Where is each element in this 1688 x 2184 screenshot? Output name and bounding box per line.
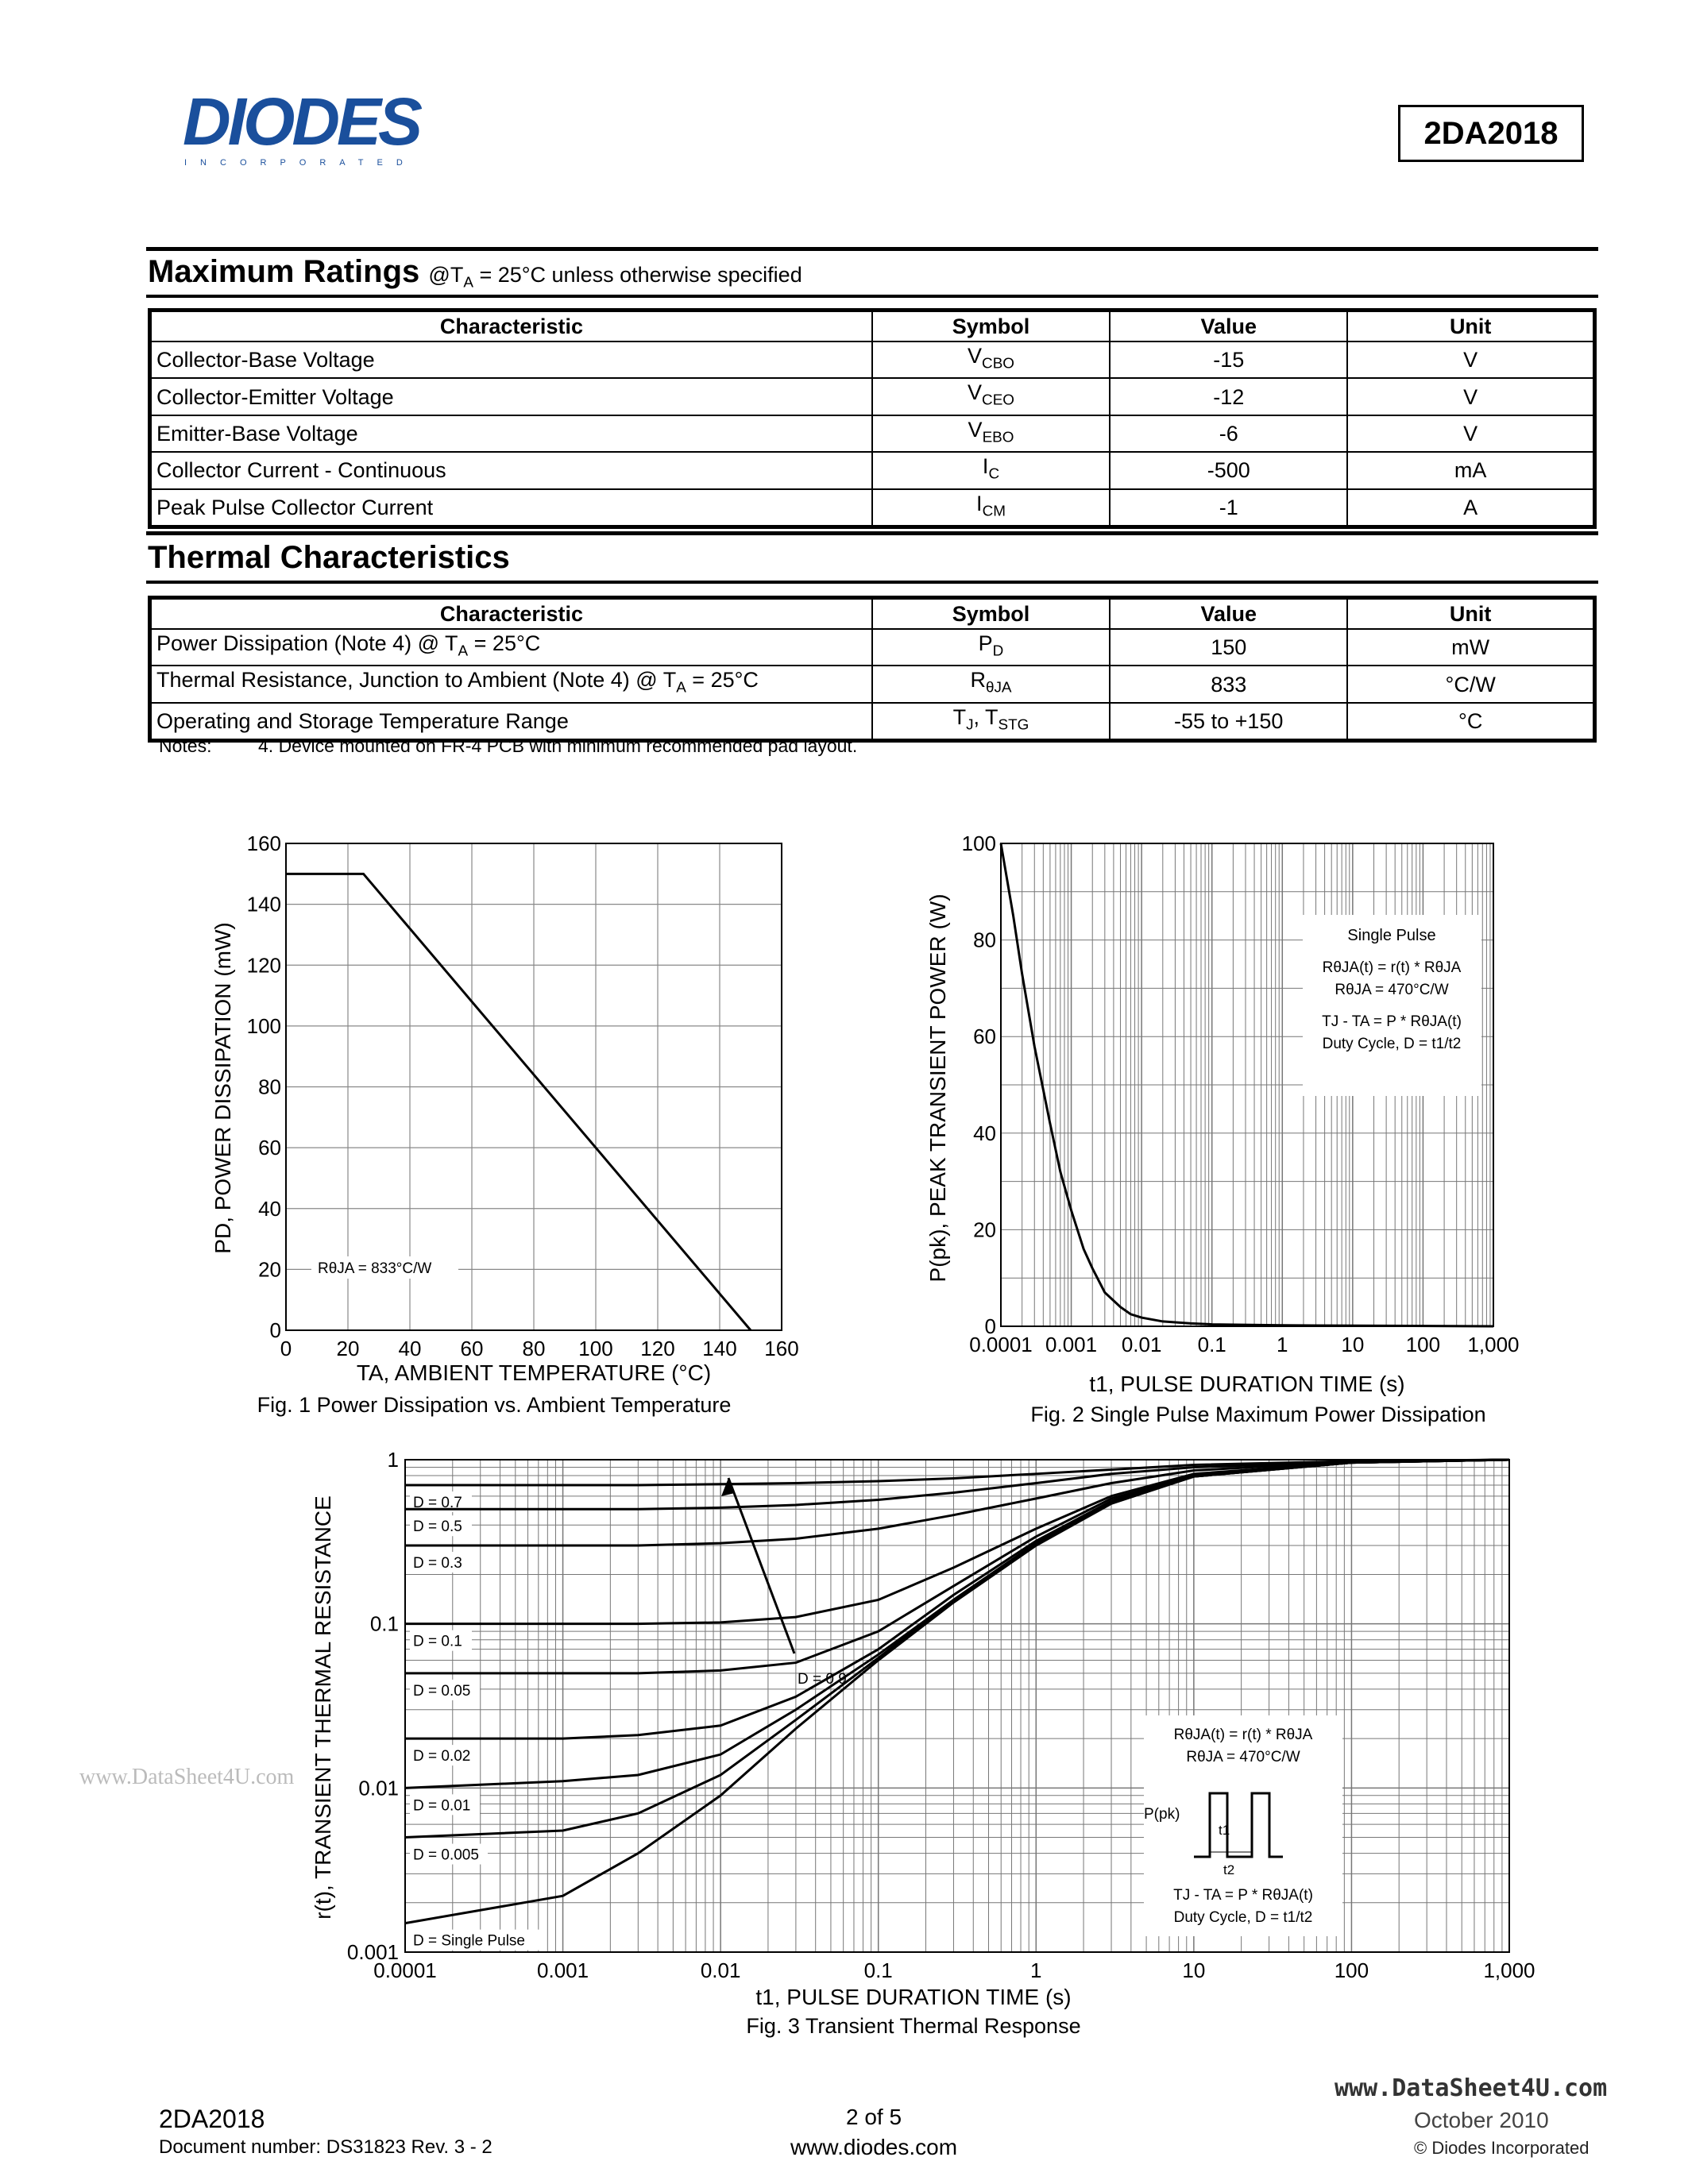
fig2-legend-line: RθJA = 470°C/W	[1335, 982, 1449, 998]
symbol-cell: $V_{CEO}$	[872, 378, 1110, 415]
fig1-xtick-label: 120	[640, 1337, 675, 1360]
fig1-ytick-label: 20	[258, 1257, 281, 1282]
thermal-title: Thermal Characteristics	[148, 540, 510, 575]
max-ratings-subtitle: $@T_A = 25^\circ C$ unless otherwise specified	[428, 263, 802, 291]
fig2-ytick-label: 0	[984, 1314, 996, 1338]
value-cell: -6	[1110, 415, 1347, 452]
fig2-ytick-label: 80	[973, 928, 996, 952]
fig3-xtick-label: 1,000	[1483, 1958, 1535, 1982]
fig1-annotation: RθJA = 833°C/W	[318, 1260, 432, 1277]
fig1-ytick-label: 0	[269, 1318, 281, 1342]
fig1-caption: Fig. 1 Power Dissipation vs. Ambient Temperature	[257, 1393, 732, 1417]
fig2-legend-line: Single Pulse	[1347, 927, 1436, 944]
symbol-cell: $I_C$	[872, 452, 1110, 488]
fig1-xtick-label: 160	[764, 1337, 799, 1360]
col-header: Characteristic	[150, 311, 872, 342]
fig3-d09-label: D = 0.9	[798, 1671, 847, 1688]
footer-date: October 2010	[1414, 2108, 1549, 2132]
fig3-series-label: D = 0.005	[413, 1846, 479, 1864]
col-header: Unit	[1347, 598, 1594, 630]
fig3-series-label: D = 0.02	[413, 1748, 471, 1765]
fig2-caption: Fig. 2 Single Pulse Maximum Power Dissipation	[1030, 1403, 1486, 1426]
value-cell: 150	[1110, 629, 1347, 666]
fig2-chart	[921, 826, 1605, 1445]
max-ratings-table	[148, 308, 1597, 529]
value-cell: -55 to +150	[1110, 703, 1347, 741]
fig1-ytick-label: 140	[246, 892, 281, 916]
unit-cell: V	[1347, 378, 1594, 415]
max-ratings-heading: Maximum Ratings	[148, 254, 420, 289]
footer-website[interactable]: www.diodes.com	[790, 2135, 958, 2159]
table-row	[150, 452, 1595, 488]
characteristic-cell: Collector Current - Continuous	[150, 452, 872, 488]
fig1-ytick-label: 160	[246, 832, 281, 855]
fig3-grid	[405, 1460, 1509, 1952]
symbol-cell: $V_{CBO}$	[872, 341, 1110, 378]
col-header: Unit	[1347, 311, 1594, 342]
fig1-xlabel: TA, AMBIENT TEMPERATURE (°C)	[356, 1360, 712, 1385]
fig2-ytick-label: 60	[973, 1024, 996, 1049]
fig1-ylabel: PD, POWER DISSIPATION (mW)	[211, 922, 235, 1254]
value-cell: -1	[1110, 489, 1347, 527]
note-4: 4. Device mounted on FR-4 PCB with minimum recommended pad layout.	[258, 735, 858, 756]
fig1-xtick-label: 100	[578, 1337, 613, 1360]
table-row	[150, 629, 1595, 666]
fig2-ytick-label: 20	[973, 1217, 996, 1242]
section-rule	[146, 295, 1598, 298]
part-number-box: 2DA2018	[1398, 105, 1584, 162]
logo-wordmark: DIODES	[183, 84, 420, 159]
fig1-ytick-label: 40	[258, 1196, 281, 1221]
fig3-xtick-label: 10	[1182, 1958, 1206, 1982]
section-rule	[146, 531, 1598, 535]
col-header: Characteristic	[150, 598, 872, 630]
col-header: Value	[1110, 598, 1347, 630]
table-row	[150, 341, 1595, 378]
logo-graphic	[183, 84, 469, 175]
unit-cell: A	[1347, 489, 1594, 527]
fig1-ytick-label: 60	[258, 1136, 281, 1160]
table-row	[150, 489, 1595, 527]
fig3-info-t2: t2	[1223, 1862, 1235, 1877]
symbol-cell: $T_J$, $T_{STG}$	[872, 703, 1110, 741]
fig3-plot-frame	[405, 1460, 1509, 1952]
table-row	[150, 415, 1595, 452]
value-cell: -15	[1110, 341, 1347, 378]
thermal-table	[148, 596, 1597, 743]
fig1-xtick-label: 80	[522, 1337, 546, 1360]
characteristic-cell: Peak Pulse Collector Current	[150, 489, 872, 527]
fig3-series-group	[405, 1460, 1509, 1951]
fig2-xtick-label: 0.1	[1197, 1333, 1226, 1356]
fig2-legend-line: RθJA(t) = r(t) * RθJA	[1322, 959, 1462, 976]
fig3-series-label: D = 0.1	[413, 1633, 462, 1650]
unit-cell: °C	[1347, 703, 1594, 741]
table-header-row	[150, 598, 1595, 630]
fig2-xtick-label: 100	[1405, 1333, 1441, 1356]
fig3-xtick-label: 0.001	[537, 1958, 589, 1982]
fig3-series-label: D = 0.01	[413, 1797, 471, 1815]
footer-page: 2 of 5	[845, 2105, 902, 2129]
unit-cell: V	[1347, 341, 1594, 378]
col-header: Symbol	[872, 311, 1110, 342]
fig2-ytick-label: 40	[973, 1121, 996, 1145]
watermark: www.DataSheet4U.com	[79, 1765, 295, 1789]
unit-cell: V	[1347, 415, 1594, 452]
fig3-series-label: D = 0.3	[413, 1555, 462, 1572]
fig3-ytick-label: 1	[387, 1448, 399, 1472]
fig1-tick-labels	[247, 832, 799, 1360]
characteristic-cell: Collector-Emitter Voltage	[150, 378, 872, 415]
col-header: Value	[1110, 311, 1347, 342]
fig2-xtick-label: 0.0001	[969, 1333, 1033, 1356]
value-cell: -500	[1110, 452, 1347, 488]
fig3-ytick-label: 0.01	[358, 1776, 399, 1800]
table-row	[150, 666, 1595, 702]
fig3-xtick-label: 0.1	[863, 1958, 893, 1982]
footer-part: 2DA2018	[159, 2105, 265, 2133]
symbol-cell: $R_{\theta JA}$	[872, 666, 1110, 702]
fig3-info-line: Duty Cycle, D = t1/t2	[1173, 1909, 1313, 1926]
notes	[159, 735, 857, 757]
fig3-info-line: RθJA = 470°C/W	[1186, 1749, 1300, 1765]
fig2-xtick-label: 1	[1277, 1333, 1288, 1356]
fig1-xtick-label: 140	[702, 1337, 737, 1360]
fig3-xtick-label: 0.01	[700, 1958, 741, 1982]
col-header: Symbol	[872, 598, 1110, 630]
section-rule	[146, 247, 1598, 251]
symbol-cell: $V_{EBO}$	[872, 415, 1110, 452]
fig3-chart	[302, 1445, 1535, 2065]
value-cell: -12	[1110, 378, 1347, 415]
value-cell: 833	[1110, 666, 1347, 702]
fig2-legend-line: TJ - TA = P * RθJA(t)	[1322, 1013, 1462, 1030]
characteristic-cell: Collector-Base Voltage	[150, 341, 872, 378]
footer-site2[interactable]: www.DataSheet4U.com	[1335, 2074, 1608, 2102]
symbol-cell: $P_D$	[872, 629, 1110, 666]
fig3-ytick-label: 0.001	[346, 1940, 399, 1964]
fig2-xtick-label: 10	[1341, 1333, 1365, 1356]
fig2-xtick-label: 0.01	[1121, 1333, 1162, 1356]
fig3-series-label: D = 0.05	[413, 1682, 471, 1700]
notes-label: Notes:	[159, 735, 212, 756]
fig3-info-box	[1144, 1715, 1342, 1936]
fig2-xtick-label: 0.001	[1045, 1333, 1098, 1356]
fig2-legend-line: Duty Cycle, D = t1/t2	[1322, 1036, 1462, 1052]
fig1-ytick-label: 80	[258, 1075, 281, 1099]
fig3-info-line: RθJA(t) = r(t) * RθJA	[1173, 1727, 1313, 1743]
symbol-cell: $I_{CM}$	[872, 489, 1110, 527]
fig3-ylabel: r(t), TRANSIENT THERMAL RESISTANCE	[311, 1495, 335, 1920]
fig1-xtick-label: 40	[398, 1337, 422, 1360]
fig3-series-label: D = 0.5	[413, 1518, 462, 1536]
unit-cell: mW	[1347, 629, 1594, 666]
diodes-logo	[183, 84, 469, 175]
fig1-xtick-label: 20	[336, 1337, 360, 1360]
section-rule	[146, 581, 1598, 584]
unit-cell: °C/W	[1347, 666, 1594, 702]
fig3-xlabel: t1, PULSE DURATION TIME (s)	[755, 1985, 1072, 2009]
footer-copyright: © Diodes Incorporated	[1414, 2138, 1590, 2158]
characteristic-cell: Operating and Storage Temperature Range	[150, 703, 872, 741]
fig2-xlabel: t1, PULSE DURATION TIME (s)	[1089, 1372, 1405, 1396]
characteristic-cell: Emitter-Base Voltage	[150, 415, 872, 452]
fig1-chart	[207, 826, 810, 1445]
unit-cell: mA	[1347, 452, 1594, 488]
fig2-xtick-label: 1,000	[1467, 1333, 1520, 1356]
fig3-xtick-label: 0.0001	[373, 1958, 437, 1982]
fig3-series-line	[405, 1460, 1509, 1545]
fig3-info-ppk: P(pk)	[1144, 1806, 1180, 1823]
characteristic-cell: Power Dissipation (Note 4) @ $T_A = 25^\circ C$	[150, 629, 872, 666]
fig3-series-label: D = Single Pulse	[413, 1932, 525, 1950]
table-row	[150, 378, 1595, 415]
max-ratings-title	[148, 254, 802, 291]
fig2-ytick-label: 100	[961, 832, 996, 855]
logo-subtext: INCORPORATED	[184, 158, 416, 168]
fig3-xtick-label: 1	[1030, 1958, 1042, 1982]
fig3-info-line: TJ - TA = P * RθJA(t)	[1173, 1887, 1313, 1904]
fig1-ytick-label: 120	[246, 953, 281, 978]
fig2-ylabel: P(pk), PEAK TRANSIENT POWER (W)	[925, 893, 950, 1283]
fig3-xtick-label: 100	[1334, 1958, 1369, 1982]
fig3-ytick-label: 0.1	[369, 1611, 399, 1636]
fig1-xtick-label: 60	[460, 1337, 484, 1360]
fig3-info-t1: t1	[1219, 1823, 1230, 1838]
fig1-ytick-label: 100	[246, 1013, 281, 1038]
footer-docnum: Document number: DS31823 Rev. 3 - 2	[159, 2136, 492, 2158]
table-header-row	[150, 311, 1595, 342]
characteristic-cell: Thermal Resistance, Junction to Ambient (Note 4) @ $T_A = 25^\circ C$	[150, 666, 872, 702]
fig3-series-label: D = 0.7	[413, 1495, 462, 1512]
fig1-xtick-label: 0	[280, 1337, 292, 1360]
fig3-caption: Fig. 3 Transient Thermal Response	[746, 2014, 1081, 2038]
